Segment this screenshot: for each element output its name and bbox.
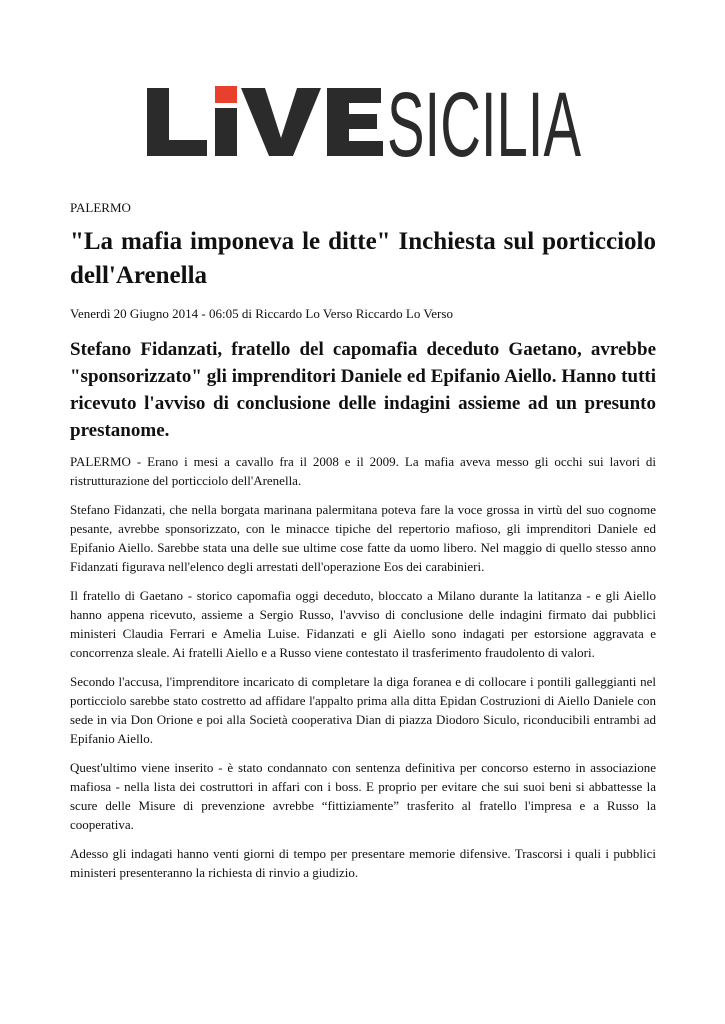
logo-letter-l [147, 88, 207, 156]
article-paragraph: Il fratello di Gaetano - storico capomafia oggi deceduto, bloccato a Milano durante la latitanza - e gli Aiello hanno appena ricevuto, assieme a Sergio Russo, l'avviso di conclusione delle indagini firmato dai pubblici ministeri Claudia Ferrari e Amelia Luise. Fidanzati e gli Aiello sono indagati per estorsione aggravata e concorrenza sleale. Ai fratelli Aiello e a Russo viene contestato il trasferimento fraudolento di valori. [70, 588, 656, 660]
article-paragraph: Secondo l'accusa, l'imprenditore incaricato di completare la diga foranea e di collocare i pontili galleggianti nel porticciolo sarebbe stato costretto ad affidare l'appalto prima alla ditta Epidan Costruzioni di Aiello Daniele con sede in via Don Orione e poi alla Società cooperativa Dian di piazza Diodoro Siculo, riconducibili entrambi ad Epifanio Aiello. [70, 674, 656, 746]
article-byline: Venerdì 20 Giugno 2014 - 06:05 di Riccardo Lo Verso Riccardo Lo Verso [70, 306, 453, 321]
section-label: PALERMO [70, 200, 131, 215]
logo-letter-i [215, 108, 237, 156]
logo-letter-e [327, 88, 383, 156]
logo-letter-v [241, 88, 321, 156]
article [70, 199, 656, 892]
article-lead: Stefano Fidanzati, fratello del capomafia deceduto Gaetano, avrebbe "sponsorizzato" gli imprenditori Daniele ed Epifanio Aiello. Hanno tutti ricevuto l'avviso di conclusione delle indagini assieme ad un presunto prestanome. [70, 339, 656, 441]
logo-i-dot [215, 86, 237, 103]
livesicilia-logo [145, 74, 585, 176]
article-paragraph: Stefano Fidanzati, che nella borgata marinana palermitana poteva fare la voce grossa in virtù del suo cognome pesante, avrebbe sponsorizzato, con le minacce tipiche del repertorio mafioso, gli imprenditori Daniele ed Epifanio Aiello. Sarebbe stata una delle sue ultime cose fatte da uomo libero. Nel maggio di quello stesso anno Fidanzati figurava nell'elenco degli arrestati dell'operazione Eos dei carabinieri. [70, 502, 656, 574]
logo-light-text: SICILIA [387, 74, 582, 176]
article-title: "La mafia imponeva le ditte" Inchiesta sul porticciolo dell'Arenella [70, 228, 656, 289]
article-paragraph: PALERMO - Erano i mesi a cavallo fra il 2008 e il 2009. La mafia aveva messo gli occhi sui lavori di ristrutturazione del porticciolo dell'Arenella. [70, 454, 656, 488]
article-paragraph: Quest'ultimo viene inserito - è stato condannato con sentenza definitiva per concorso esterno in associazione mafiosa - nella lista dei costruttori in affari con i boss. E proprio per evitare che sui suoi beni si abbattesse la scure delle Misure di prevenzione avrebbe “fittiziamente” trasferito al fratello l'impresa e a Russo la cooperativa. [70, 760, 656, 832]
article-paragraph: Adesso gli indagati hanno venti giorni di tempo per presentare memorie difensive. Trascorsi i quali i pubblici ministeri presenteranno la richiesta di rinvio a giudizio. [70, 846, 656, 880]
